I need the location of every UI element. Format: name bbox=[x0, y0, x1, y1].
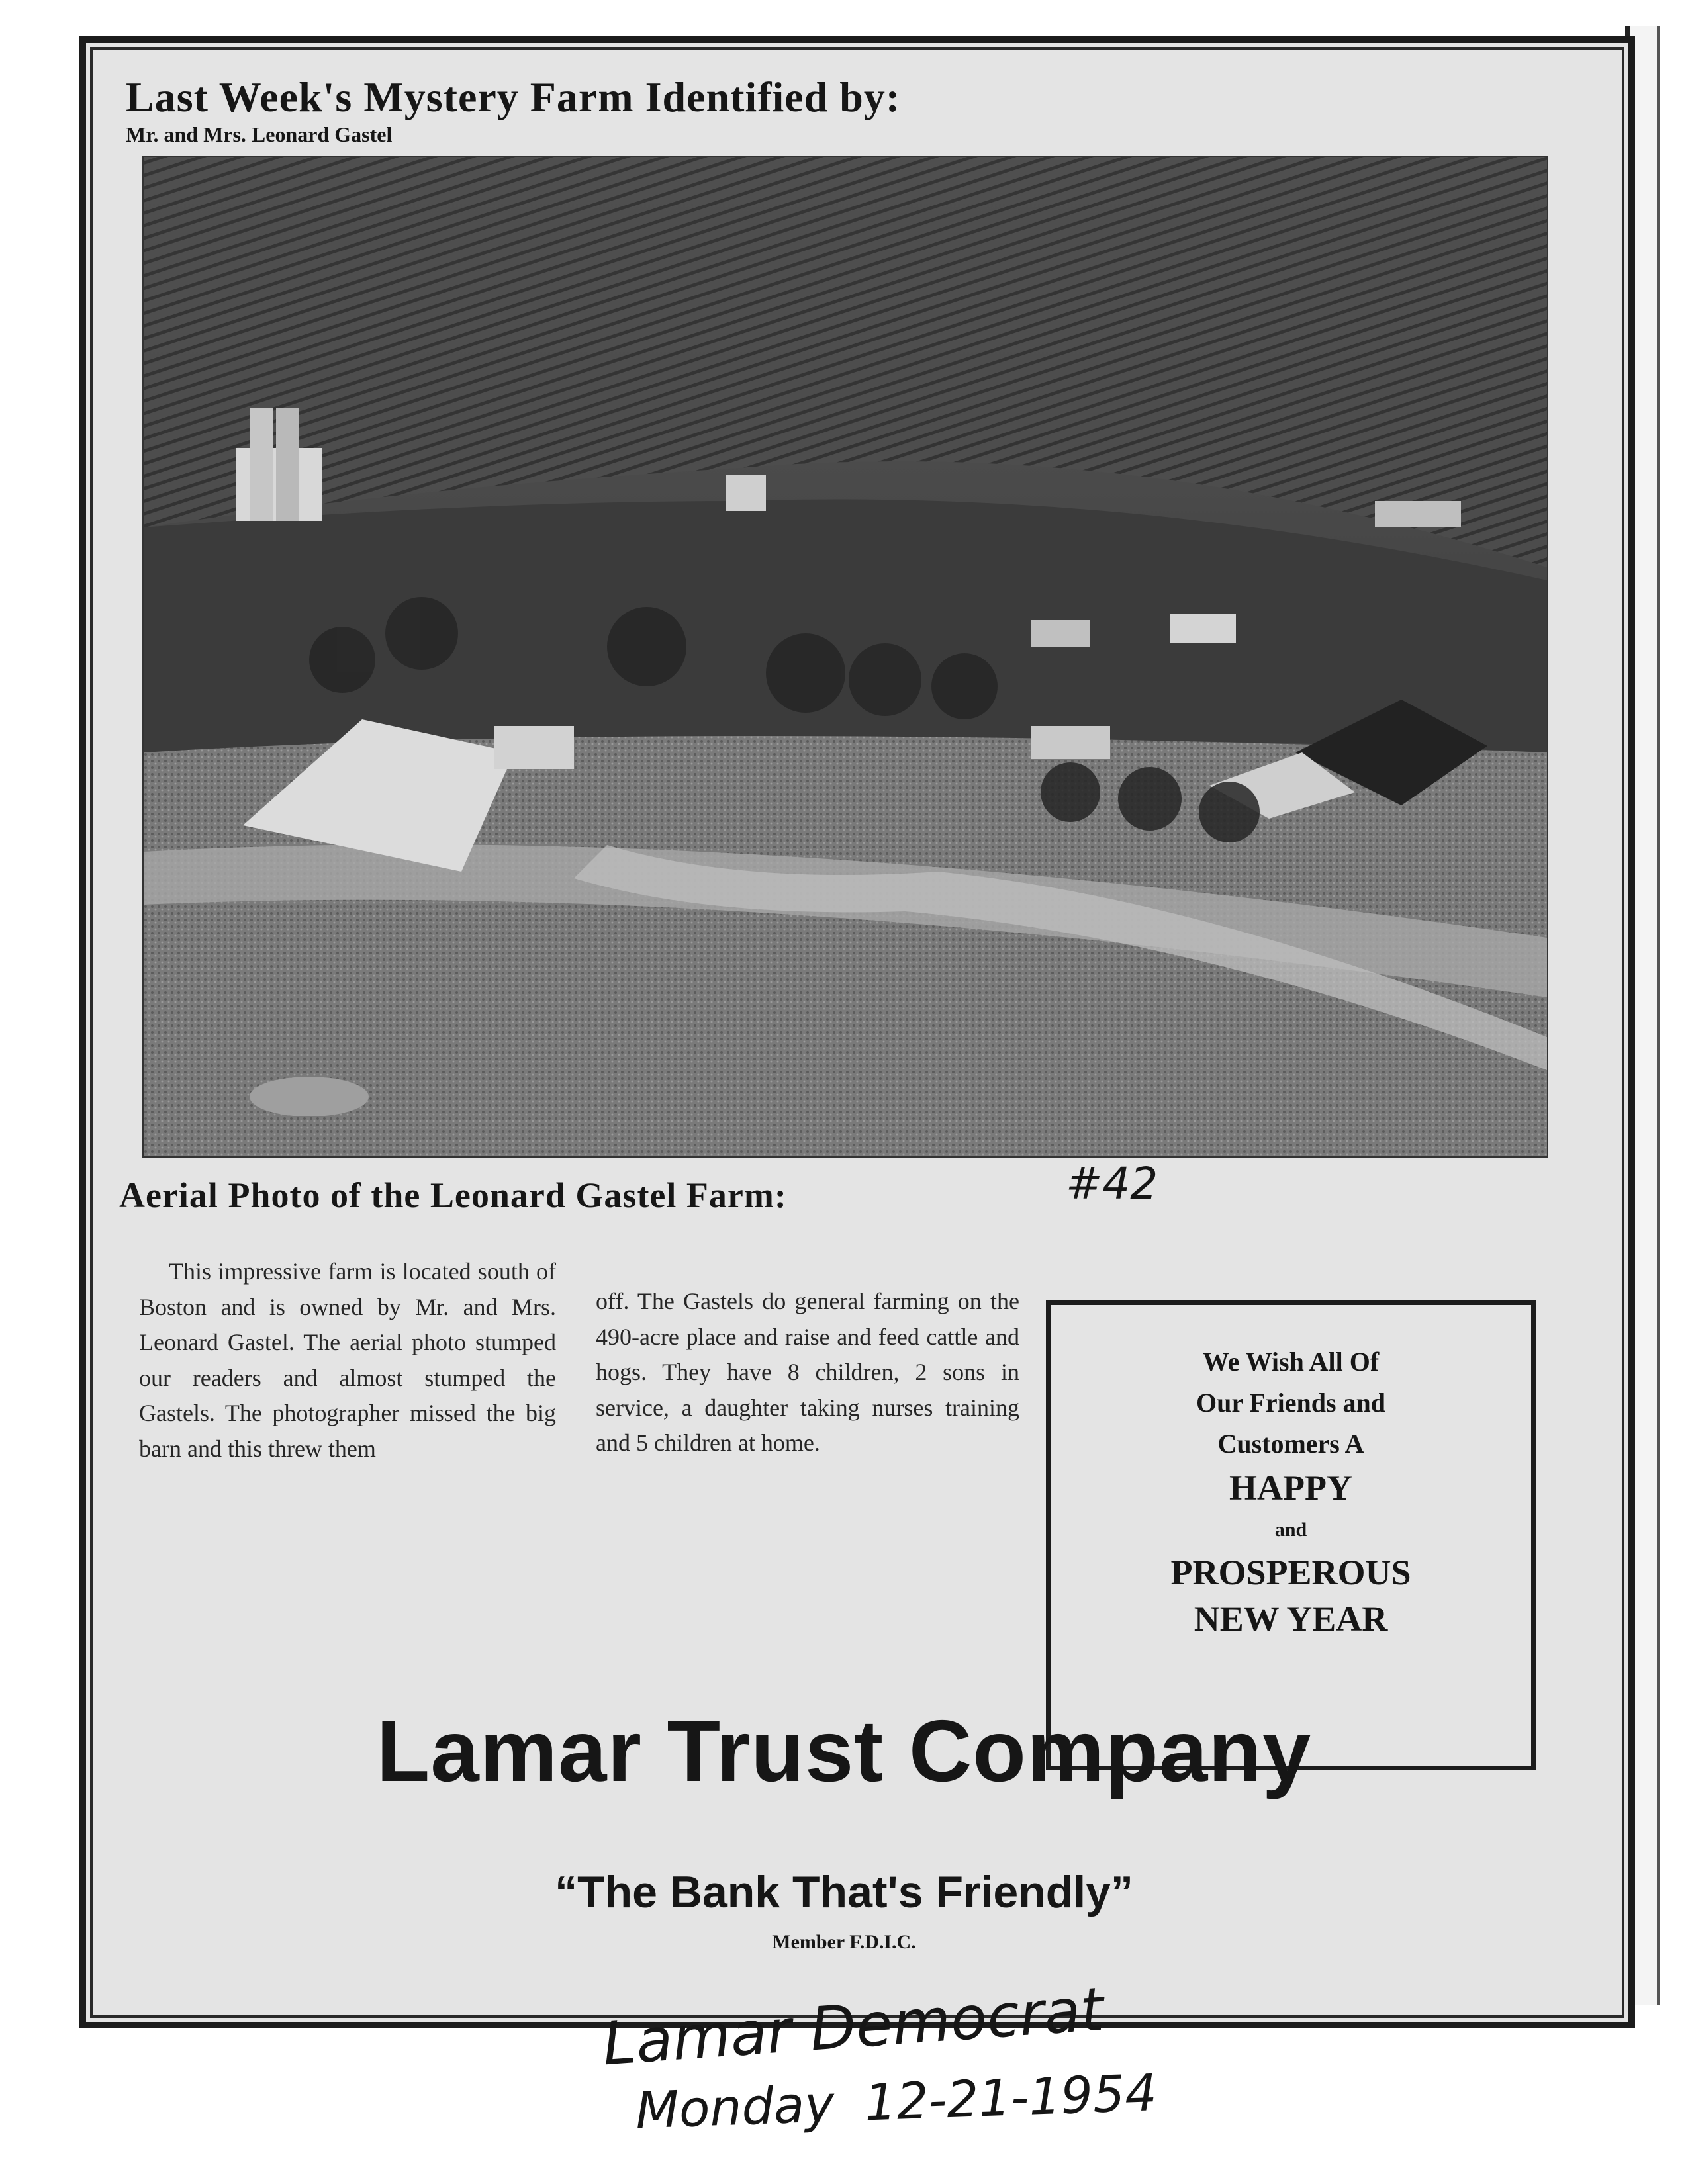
advertiser-name: Lamar Trust Company bbox=[376, 1702, 1312, 1799]
handwritten-date-line bbox=[635, 2062, 1188, 2140]
handwritten-paper-name: Lamar Democrat bbox=[600, 1974, 1106, 2079]
greeting-and: and bbox=[1274, 1519, 1307, 1541]
advertiser-slogan: “The Bank That's Friendly” bbox=[555, 1867, 1133, 1917]
greeting-happy: HAPPY bbox=[1229, 1468, 1352, 1508]
photo-caption: Aerial Photo of the Leonard Gastel Farm: bbox=[119, 1175, 787, 1215]
new-year-greeting-box bbox=[1046, 1300, 1536, 1770]
greeting-prosperous: PROSPEROUS bbox=[1170, 1553, 1411, 1592]
handwritten-date: 12-21-1954 bbox=[863, 2063, 1158, 2132]
article-column-1: This impressive farm is located south of Boston and is owned by Mr. and Mrs. Leonard Gastel. The aerial photo stumped our readers and almost stumped the Gastels. The photographer missed the big barn and this threw them bbox=[139, 1258, 556, 1462]
greeting-new-year: NEW YEAR bbox=[1194, 1599, 1388, 1639]
greeting-line: Customers A bbox=[1217, 1429, 1364, 1459]
greeting-line: Our Friends and bbox=[1196, 1388, 1385, 1418]
aerial-farm-photo bbox=[142, 156, 1548, 1158]
greeting-line: We Wish All Of bbox=[1202, 1347, 1380, 1377]
handwritten-day: Monday bbox=[634, 2074, 835, 2140]
clipping-heading: Last Week's Mystery Farm Identified by: bbox=[126, 73, 901, 120]
handwritten-farm-number: #42 bbox=[1066, 1158, 1158, 1209]
article-column-2: off. The Gastels do general farming on the 490-acre place and raise and feed cattle and hogs. They have 8 children, 2 sons in service, a daughter taking nurses training and 5 children at home. bbox=[596, 1288, 1019, 1456]
fdic-member-line: Member F.D.I.C. bbox=[772, 1931, 916, 1953]
identified-by-names: Mr. and Mrs. Leonard Gastel bbox=[126, 122, 393, 146]
